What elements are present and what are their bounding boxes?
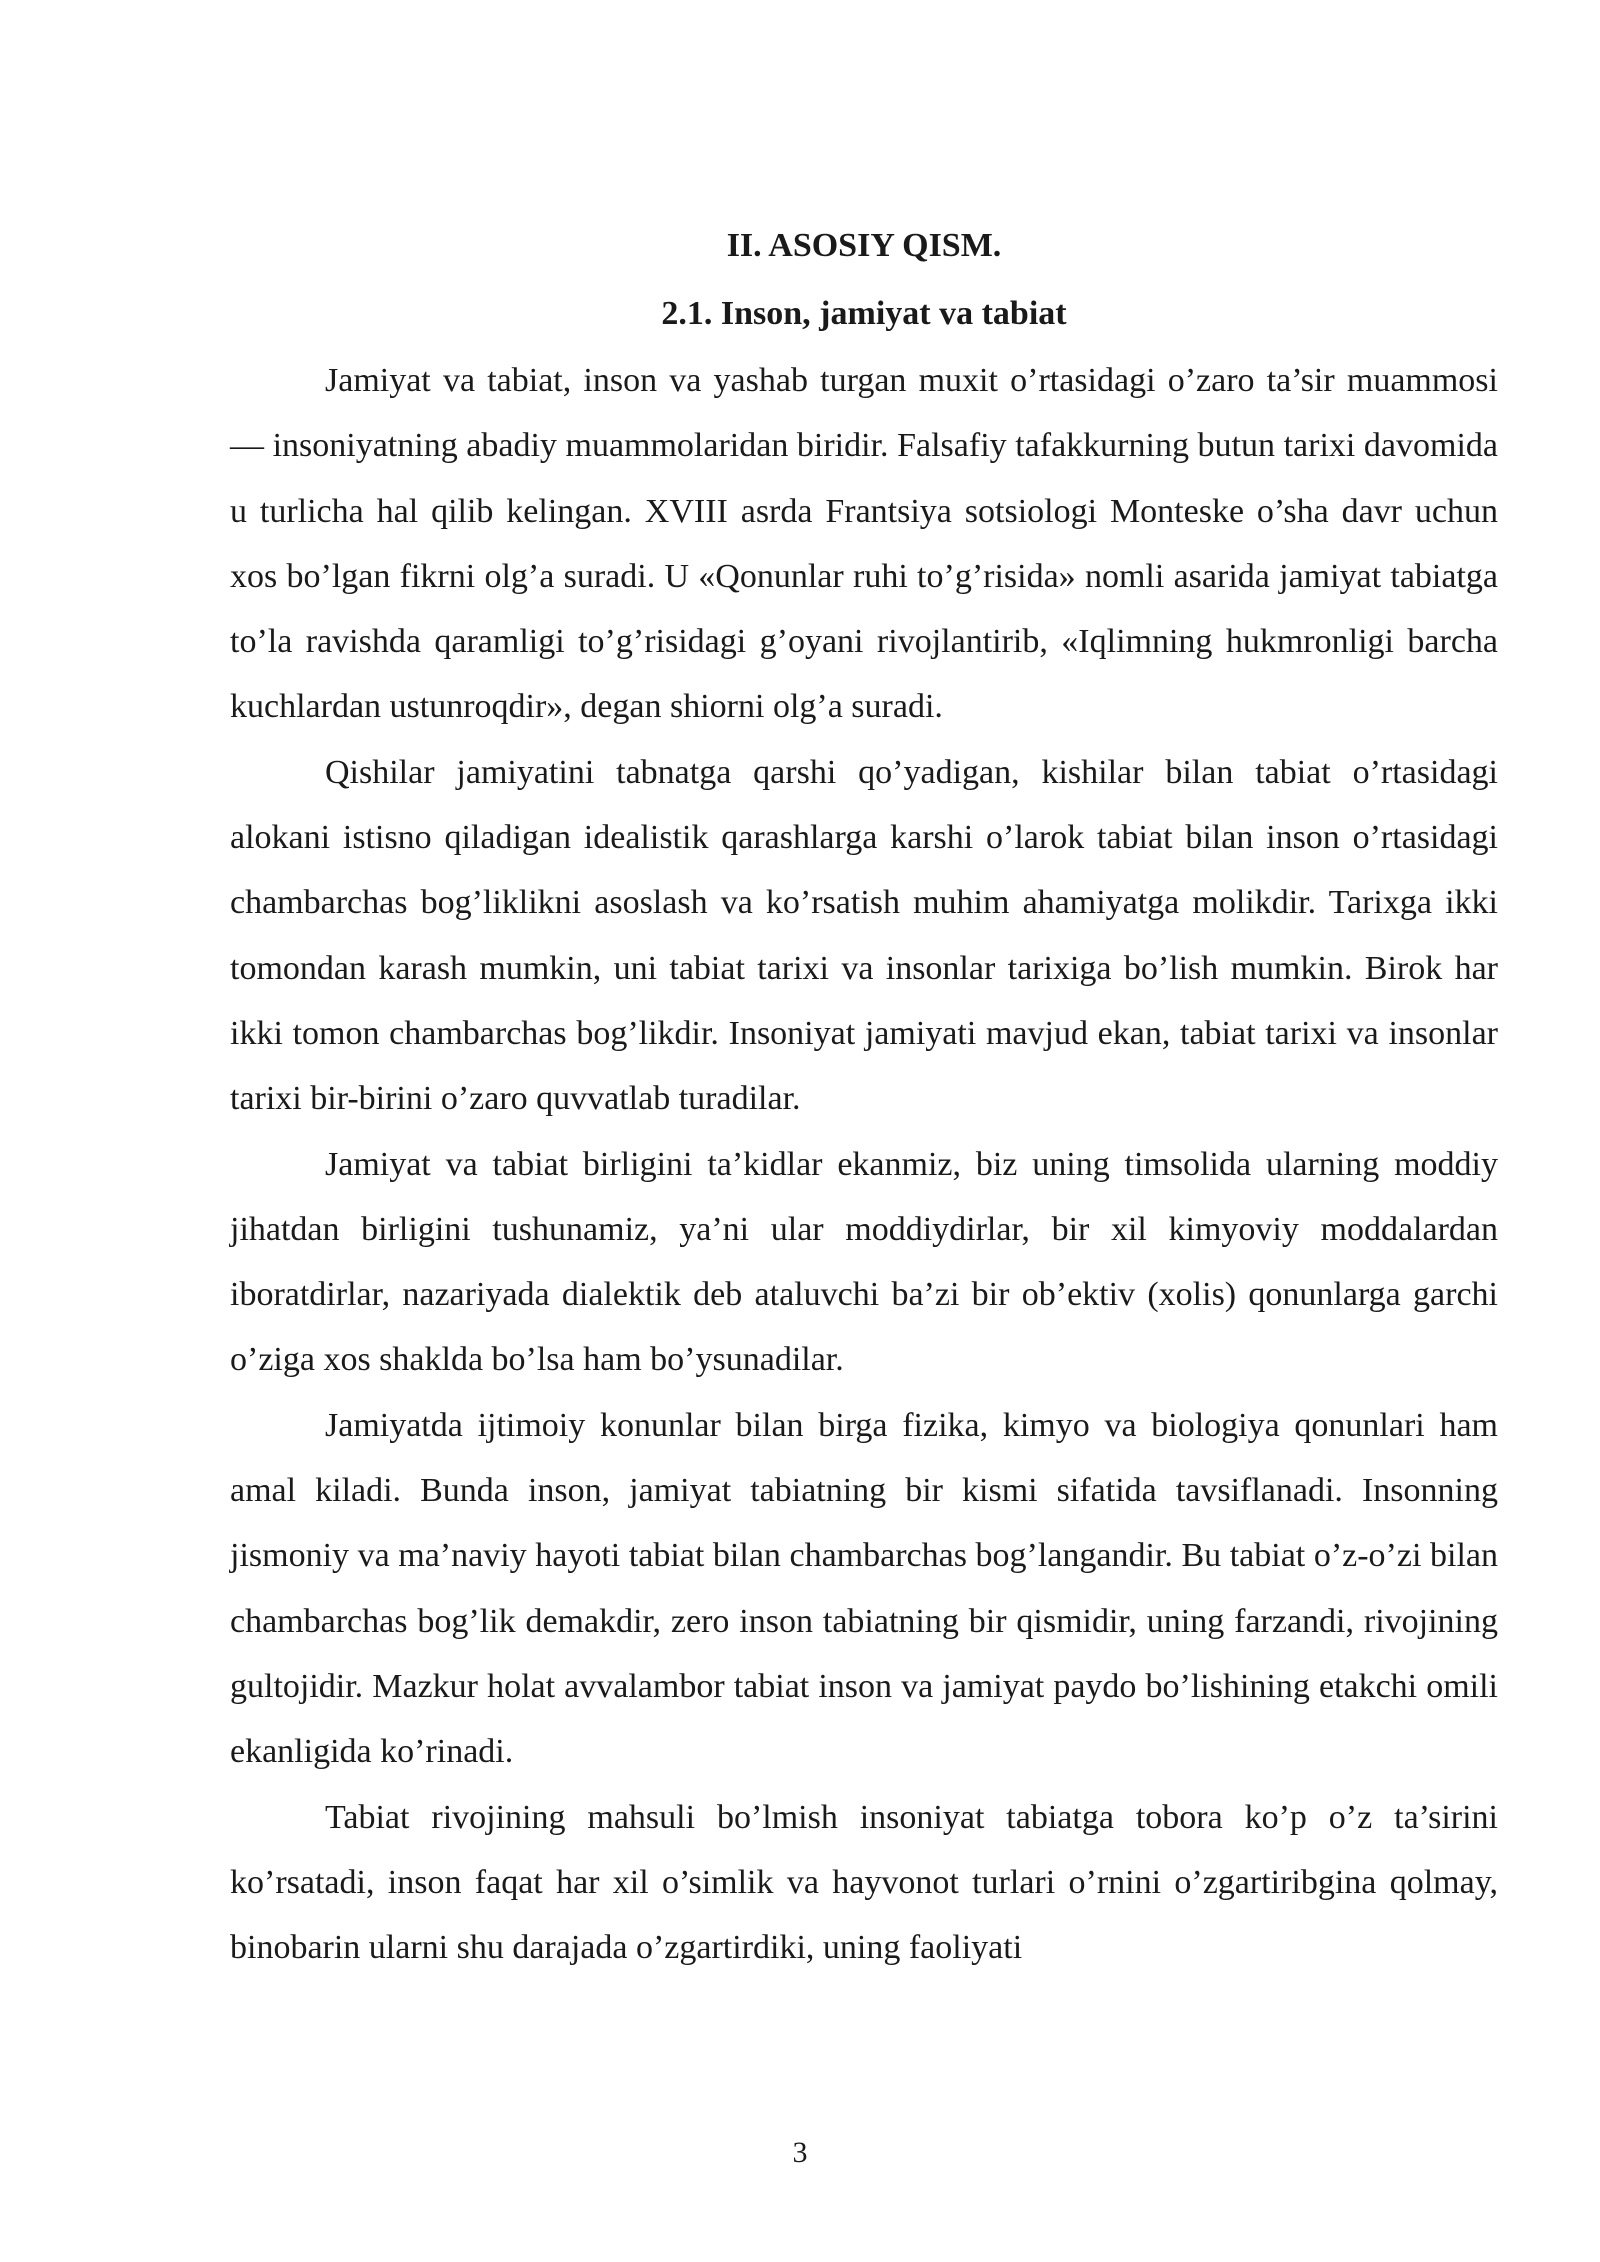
section-heading: II. ASOSIY QISM. [726, 227, 1002, 264]
paragraph-3: Jamiyat va tabiat birligini ta’kidlar ekanmiz, biz uning timsolida ularning moddiy jihatdan birligini tushunamiz, ya’ni ular moddiydirlar, bir xil kimyoviy moddalardan iboratdirlar, nazariyada dialektik deb ataluvchi ba’zi bir ob’ektiv (xolis) qonunlarga garchi o’ziga xos shakldа bo’lsa ham bo’ysunadilar. [230, 1145, 1498, 1379]
paragraph-4: Jamiyatda ijtimoiy konunlar bilan birga fizika, kimyo va biologiya qonunlari ham amal kiladi. Bunda inson, jamiyat tabiatning bir kismi sifatida tavsiflanadi. Insonning jismoniy va ma’naviy hayoti tabiat bilan chambarchas bog’langandir. Bu tabiat o’z-o’zi bilan chambarchas bog’lik demakdir, zero inson tabiatning bir qismidir, uning farzandi, rivojining gultojidir. Mazkur holat avvalambor tabiat inson va jamiyat paydo bo’lishining etakchi omili ekanligida ko’rinadi. [230, 1406, 1498, 1771]
document-page [230, 212, 1498, 1980]
paragraph-1: Jamiyat va tabiat, inson va yashab turgan muxit o’rtasidagi o’zaro ta’sir muammosi — insoniyatning abadiy muammolaridan biridir. Falsafiy tafakkurning butun tarixi davomida u turlicha hal qilib kelingan. XVIII asrda Frantsiya sotsiologi Monteske o’sha davr uchun xos bo’lgan fikrni olg’a suradi. U «Qonunlar ruhi to’g’risida» nomli asarida jamiyat tabiatga to’la ravishda qaramligi to’g’risidagi g’oyani rivojlantirib, «Iqlimning hukmronligi barcha kuchlardan ustunroqdir», degan shiorni olg’a suradi. [230, 362, 1498, 726]
paragraph-2: Qishilar jamiyatini tabnatga qarshi qo’yadigan, kishilar bilan tabiat o’rtasidagi alokani istisno qiladigan idealistik qarashlarga karshi o’larok tabiat bilan inson o’rtasidagi chambarchas bog’liklikni asoslash va ko’rsatish muhim ahamiyatga molikdir. Tarixga ikki tomondan karash mumkin, uni tabiat tarixi va insonlar tarixiga bo’lish mumkin. Birok har ikki tomon chambarchas bog’likdir. Insoniyat jamiyati mavjud ekan, tabiat tarixi va insonlar tarixi bir-birini o’zaro quvvatlab turadilar. [230, 753, 1498, 1118]
page-number: 3 [792, 2136, 808, 2169]
subsection-heading: 2.1. Inson, jamiyat va tabiat [661, 295, 1067, 332]
paragraph-5: Tabiat rivojining mahsuli bo’lmish insoniyat tabiatga tobora ko’p o’z ta’sirini ko’rsatadi, inson faqat har xil o’simlik va hayvonot turlari o’rnini o’zgartiribgina qolmay, binobarin ularni shu darajada o’zgartirdiki, uning faoliyati [230, 1798, 1498, 1967]
